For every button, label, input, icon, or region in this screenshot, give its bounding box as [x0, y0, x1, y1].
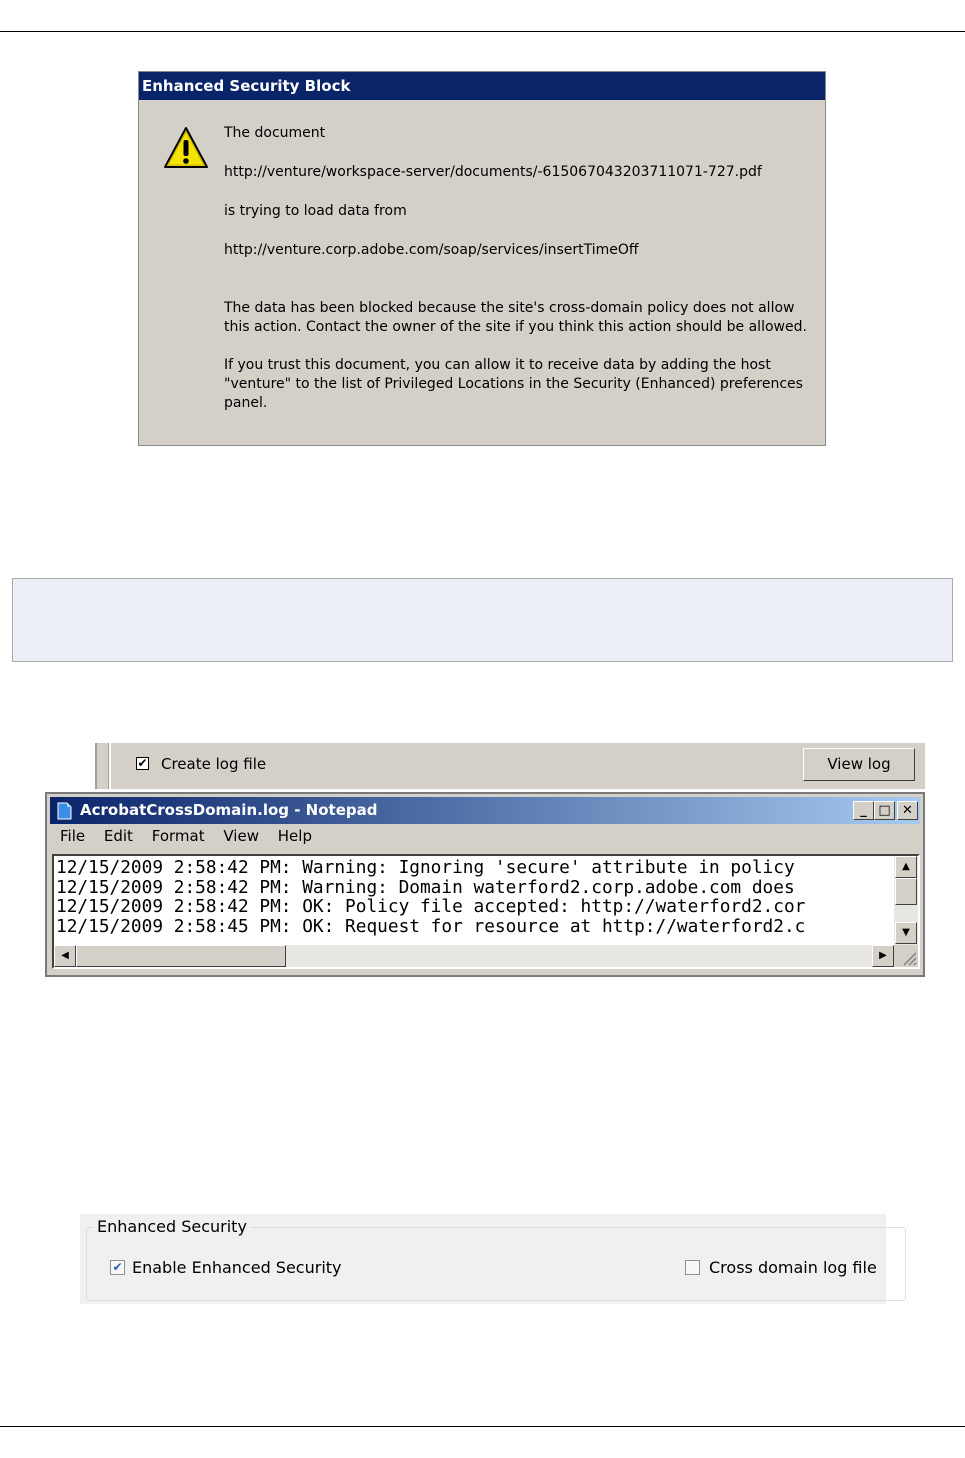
cross-domain-log-checkbox[interactable]	[685, 1260, 700, 1275]
horizontal-scroll-thumb[interactable]	[76, 945, 286, 967]
security-block-dialog	[138, 71, 826, 446]
enhanced-security-title: Enhanced Security	[94, 1217, 250, 1236]
create-log-checkbox[interactable]: ✔	[137, 756, 148, 770]
close-button[interactable]	[897, 801, 918, 820]
scroll-up-arrow-icon[interactable]: ▲	[895, 856, 917, 878]
cross-domain-log-label: Cross domain log file	[709, 1258, 877, 1277]
enhanced-security-panel	[80, 1214, 886, 1304]
trust-message: If you trust this document, you can allow it to receive data by adding the host "venture" to the list of Privileged Locations in the Security (Enhanced) preferences panel.	[224, 357, 803, 411]
log-line: 12/15/2009 2:58:42 PM: OK: Policy file accepted: http://waterford2.cor	[56, 896, 806, 918]
document-url: http://venture/workspace-server/documents/-615067043203711071-727.pdf	[224, 164, 762, 180]
log-line: 12/15/2009 2:58:42 PM: Warning: Domain waterford2.corp.adobe.com does	[56, 876, 795, 898]
view-log-button[interactable]: View log	[803, 748, 915, 781]
create-log-label: Create log file	[161, 755, 267, 773]
scroll-right-arrow-icon[interactable]: ▶	[872, 945, 894, 967]
log-line: 12/15/2009 2:58:42 PM: Warning: Ignoring 'secure' attribute in policy	[56, 858, 795, 878]
dialog-line-loading: is trying to load data from	[224, 203, 407, 219]
dialog-title: Enhanced Security Block	[139, 72, 825, 100]
menu-view[interactable]: View	[223, 827, 259, 845]
notepad-titlebar	[50, 797, 920, 824]
enable-enhanced-security-label: Enable Enhanced Security	[132, 1258, 342, 1277]
menu-edit[interactable]: Edit	[103, 827, 133, 845]
log-lines	[56, 858, 890, 946]
panel-edge	[108, 743, 111, 789]
maximize-button[interactable]	[874, 801, 895, 820]
vertical-scroll-thumb[interactable]	[895, 878, 917, 905]
menu-bar	[50, 827, 316, 849]
minimize-icon: _	[860, 803, 867, 818]
horizontal-scrollbar[interactable]	[54, 945, 894, 967]
blocked-message: The data has been blocked because the site's cross-domain policy does not allow this action. Contact the owner of the site if you think this action should be allowed.	[224, 300, 807, 335]
maximize-icon: □	[878, 803, 891, 818]
top-rule	[0, 31, 965, 32]
log-settings-panel	[95, 743, 925, 789]
dialog-body	[224, 124, 814, 413]
minimize-button[interactable]	[853, 801, 874, 820]
scroll-down-arrow-icon[interactable]: ▼	[895, 922, 917, 944]
panel-edge	[95, 743, 97, 789]
menu-format[interactable]: Format	[151, 827, 205, 845]
log-text-area[interactable]	[52, 854, 920, 969]
data-url: http://venture.corp.adobe.com/soap/services/insertTimeOff	[224, 242, 639, 258]
notepad-window	[45, 792, 925, 977]
enable-enhanced-security-checkbox[interactable]: ✔	[110, 1260, 125, 1275]
menu-file[interactable]: File	[60, 827, 86, 845]
bottom-rule	[0, 1426, 965, 1427]
warning-icon	[163, 126, 209, 170]
close-icon: ✕	[902, 803, 913, 818]
vertical-scrollbar[interactable]	[894, 856, 918, 945]
dialog-line-document: The document	[224, 125, 326, 141]
menu-help[interactable]: Help	[277, 827, 312, 845]
note-box	[12, 578, 953, 662]
scroll-left-arrow-icon[interactable]: ◀	[54, 945, 76, 967]
notepad-icon	[56, 802, 72, 820]
log-line: 12/15/2009 2:58:45 PM: OK: Request for resource at http://waterford2.c	[56, 916, 806, 938]
notepad-title: AcrobatCrossDomain.log - Notepad	[80, 801, 378, 819]
resize-grip-icon[interactable]	[894, 945, 918, 967]
